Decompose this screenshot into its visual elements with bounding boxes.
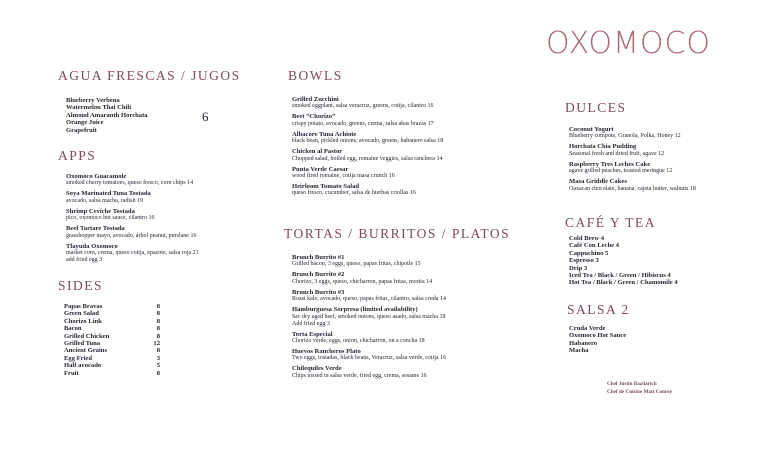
bowls-title: BOWLS: [288, 68, 343, 83]
agua-price: 6: [202, 109, 209, 124]
bowls-item-desc: crispy potato, avocado, greens, crema, salsa abas brazas 17: [292, 120, 434, 127]
apps-title: APPS: [58, 148, 97, 163]
tortas-item-name: Torta Especial: [292, 330, 333, 338]
cafe-item: Cappuchino 5: [569, 249, 609, 257]
agua-item: Blueberry Verbena: [66, 97, 120, 104]
dulces-item-name: Raspberry Tres Leches Cake: [569, 160, 651, 168]
dulces-item-name: Masa Griddle Cakes: [569, 178, 627, 186]
dulces-title: DULCES: [565, 100, 627, 115]
sides-title: SIDES: [58, 278, 104, 293]
side-price: 12: [153, 340, 160, 348]
side-price: 8: [156, 347, 160, 355]
tortas-item-desc: Chorizo, 3 eggs, queso, chicharron, papas fritas, morita 14: [292, 278, 433, 285]
agua-item: Almond Amaranth Horchata: [66, 111, 148, 119]
bowls-item-name: Heirloom Tomato Salad: [292, 183, 360, 191]
tortas-list: [292, 254, 446, 383]
side-price: 8: [156, 332, 160, 340]
bowls-item-desc: black bean, pickled onions, avocado, greens, habanero salsa 18: [292, 138, 444, 145]
credits: [607, 380, 672, 396]
side-price: 8: [156, 369, 160, 377]
bowls-item-desc: wood fired romaine, cotija masa crunch 16: [292, 173, 395, 180]
agua-item: Grapefruit: [66, 126, 97, 134]
tortas-item-name: Brunch Burrito #3: [292, 288, 345, 296]
bowls-item-name: Grilled Zucchini: [292, 96, 339, 103]
tortas-item-desc: Chorizo verde, eggs, onion, chicharron, on a concha 18: [292, 338, 425, 345]
apps-item-name: Soya Marinated Tuna Tostada: [66, 190, 151, 198]
apps-item-name: Beef Tartare Tostada: [66, 225, 125, 233]
side-name: Egg Fried: [64, 354, 93, 362]
apps-item-extra: add fried egg 3: [66, 257, 103, 264]
apps-item-name: Tlayuda Oxomoco: [66, 242, 118, 250]
salsa-item: Cruda Verde: [569, 325, 606, 332]
apps-item-desc: avocado, salsa macha, radish 19: [66, 197, 143, 204]
tortas-item-desc: Two eggs, tostadas, black beans, Veracruz, salsa verde, cotija 16: [292, 355, 447, 362]
side-price: 3: [156, 354, 160, 362]
cafe-item: Café Con Leche 4: [569, 242, 619, 250]
dulces-item-desc: Seasonal fresh and dried fruit, agave 12: [569, 150, 665, 157]
cafe-item: Drip 3: [569, 264, 588, 272]
apps-item-name: Oxomoco Guacamole: [66, 173, 127, 180]
salsa-list: [569, 325, 626, 355]
side-name: Green Salad: [64, 310, 99, 318]
side-name: Ancient Grains: [64, 347, 108, 355]
cafe-list: [569, 235, 678, 287]
bowls-item-desc: Chopped salad, boiled egg, romaine veggies, salsa ranchera 14: [292, 155, 443, 162]
salsa-title: SALSA 2: [567, 302, 630, 317]
side-name: Fruit: [64, 369, 79, 377]
side-name: Papas Bravas: [64, 303, 103, 310]
tortas-item-name: Brunch Burrito #2: [292, 271, 345, 279]
side-name: Half avocado: [64, 362, 102, 370]
tortas-title: TORTAS / BURRITOS / PLATOS: [284, 226, 511, 241]
dulces-item-name: Coconut Yogurt: [569, 126, 614, 133]
apps-item-desc: pico, oxomoco hot sauce, cilantro 16: [66, 215, 155, 222]
tortas-item-desc: Grilled bacon, 3 eggs, queso, papas fritas, chipotle 15: [292, 261, 421, 268]
side-price: 5: [156, 362, 160, 370]
dulces-item-desc: Blueberry compote, Granola, Polka, Honey 12: [569, 133, 681, 140]
agua-title: AGUA FRESCAS / JUGOS: [58, 68, 241, 83]
side-price: 8: [156, 325, 160, 333]
agua-item: Watermelon Thai Chili: [66, 104, 132, 112]
restaurant-logo: OXOMOCO: [546, 26, 711, 61]
cafe-title: CAFÉ Y TEA: [565, 215, 657, 230]
dulces-item-desc: Oaxacan chocolate, banana, cajeta butter, walnuts 18: [569, 185, 696, 192]
side-name: Grilled Chicken: [64, 332, 110, 340]
dulces-list: [569, 126, 696, 196]
cafe-item: Espresso 3: [569, 257, 599, 265]
apps-item-desc: market corn, crema, queso cotija, epazote, salsa roja 21: [66, 250, 199, 257]
side-price: 8: [156, 310, 160, 318]
dulces-item-desc: agave grilled peaches, toasted meringue 12: [569, 168, 673, 175]
tortas-item-name: Hamburguesa Sorpresa (limited availability): [292, 306, 418, 314]
bowls-item-name: Chicken al Pastor: [292, 148, 343, 156]
cafe-item: Iced Tea / Black / Green / Hibiscus 4: [569, 272, 671, 280]
agua-list: [66, 97, 148, 134]
tortas-item-name: Huevos Rancheros Plato: [292, 348, 361, 356]
bowls-item-desc: queso fresco, cucumber, salsa de hierbas criollas 16: [292, 190, 416, 197]
side-name: Bacon: [64, 325, 82, 333]
chef-credit: Chef Justin Bazdarich: [607, 381, 657, 387]
dulces-item-name: Horchata Chia Pudding: [569, 143, 637, 151]
cafe-item: Hot Tea / Black / Green / Chamomile 4: [569, 279, 678, 287]
side-name: Grilled Tuna: [64, 340, 101, 348]
bowls-item-name: Punta Verde Caesar: [292, 165, 349, 173]
side-name: Chorizo Link: [64, 317, 102, 325]
apps-item-desc: grasshopper mayo, avocado, árbol peanut, purslane 16: [66, 232, 197, 239]
tortas-item-desc: Chips tossed in salsa verde, fried egg, crema, sesame 16: [292, 372, 427, 379]
bowls-item-name: Albacore Tuna Achiote: [292, 130, 357, 138]
bowls-item-name: Beet “Chorizo”: [292, 113, 336, 121]
bowls-item-desc: smoked eggplant, salsa veracruz, greens, cotija, cilantro 16: [292, 103, 434, 110]
tortas-item-desc: Roast kale, avocado, queso, papas fritas, cilantro, salsa cruda 14: [292, 296, 446, 303]
salsa-item: Macha: [569, 347, 589, 355]
tortas-item-name: Brunch Burrito #1: [292, 254, 345, 261]
bowls-list: [292, 96, 443, 200]
apps-item-desc: smoked cherry tomatoes, queso fresco, corn chips 14: [66, 180, 194, 187]
side-price: 8: [156, 317, 160, 325]
apps-list: [66, 173, 199, 267]
tortas-item-extra: Add fried egg 3: [292, 320, 330, 327]
tortas-item-desc: Sec dry aged beef, smoked onions, queso asado, salsa macha 18: [292, 313, 446, 320]
chef-de-cuisine-credit: Chef de Cuisine Matt Conroy: [607, 389, 673, 395]
tortas-item-name: Chilequiles Verde: [292, 365, 342, 373]
salsa-item: Oxomoco Hot Sauce: [569, 332, 627, 340]
cafe-item: Cold Brew 4: [569, 235, 605, 242]
sides-list: [64, 303, 160, 377]
apps-item-name: Shrimp Ceviche Tostada: [66, 207, 135, 215]
side-price: 8: [156, 303, 160, 310]
salsa-item: Habanero: [569, 339, 598, 347]
agua-item: Orange Juice: [66, 119, 104, 127]
